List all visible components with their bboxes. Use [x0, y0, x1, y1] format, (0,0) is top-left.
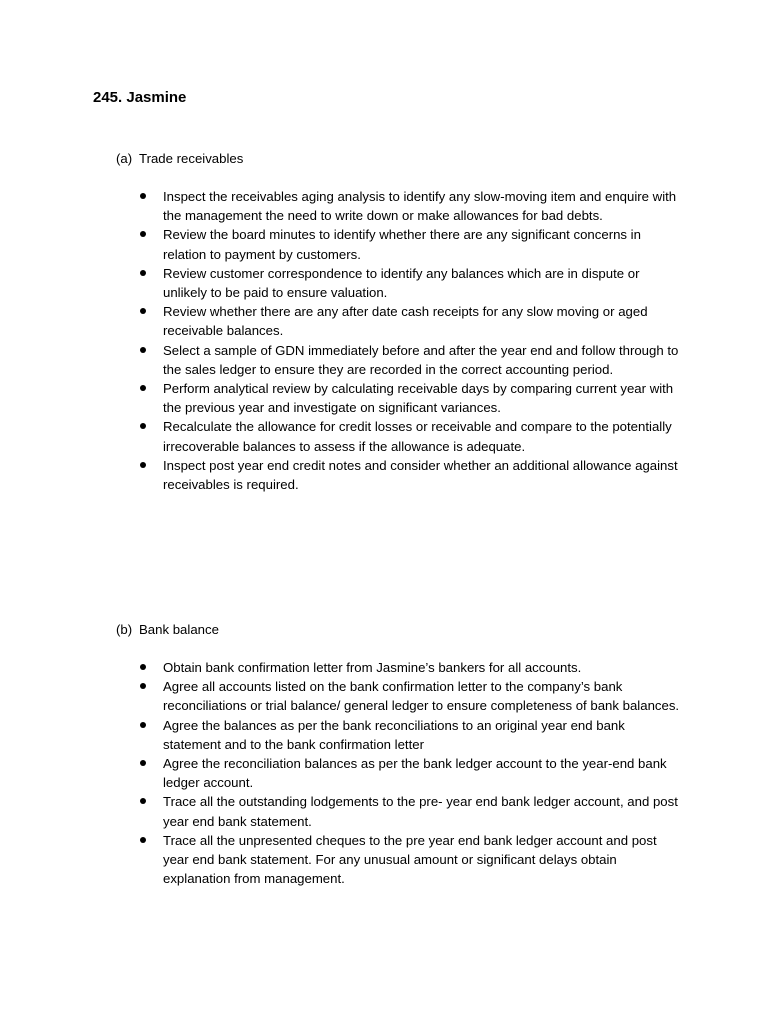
- list-item: [163, 456, 683, 494]
- list-item-text: Agree the balances as per the bank reconciliations to an original year end bank statement and to the bank confirmation letter: [163, 717, 625, 752]
- bullet-icon: [140, 664, 146, 670]
- bullet-icon: [140, 462, 146, 468]
- bullet-icon: [140, 423, 146, 429]
- list-item: [163, 716, 683, 754]
- bullet-icon: [140, 193, 146, 199]
- list-item-text: Select a sample of GDN immediately before and after the year end and follow through to the sales ledger to ensure they are recorded in the correct accounting period.: [163, 342, 679, 377]
- list-item: [163, 302, 683, 340]
- trade-receivables-list: [163, 187, 683, 494]
- list-item: [163, 658, 683, 677]
- list-item-text: Obtain bank confirmation letter from Jasmine’s bankers for all accounts.: [163, 660, 582, 675]
- section-letter: (b): [116, 622, 133, 637]
- list-item-text: Agree all accounts listed on the bank confirmation letter to the company’s bank reconciliations or trial balance/ general ledger to ensure completeness of bank balances.: [163, 679, 680, 714]
- section-heading-trade-receivables: [116, 149, 243, 168]
- section-letter: (a): [116, 151, 133, 166]
- bullet-icon: [140, 231, 146, 237]
- list-item-text: Trace all the unpresented cheques to the pre year end bank ledger account and post year end bank statement. For any unusual amount or significant delays obtain explanation from management.: [163, 832, 657, 887]
- bullet-icon: [140, 270, 146, 276]
- list-item-text: Review customer correspondence to identify any balances which are in dispute or unlikely to be paid to ensure valuation.: [163, 265, 640, 301]
- list-item-text: Agree the reconciliation balances as per the bank ledger account to the year-end bank ledger account.: [163, 756, 667, 791]
- bank-balance-list: [163, 658, 683, 888]
- list-item: [163, 792, 683, 830]
- list-item: [163, 264, 683, 302]
- section-heading-bank-balance: [116, 620, 219, 639]
- bullet-icon: [140, 722, 146, 728]
- bullet-icon: [140, 347, 146, 353]
- bullet-icon: [140, 308, 146, 314]
- bullet-icon: [140, 798, 146, 804]
- list-item-text: Recalculate the allowance for credit losses or receivable and compare to the potentially irrecoverable balances to assess if the allowance is adequate.: [163, 419, 672, 454]
- list-item-text: Perform analytical review by calculating receivable days by comparing current year with the previous year and investigate on significant variances.: [163, 381, 674, 416]
- list-item: [163, 341, 683, 379]
- bullet-icon: [140, 385, 146, 391]
- list-item: [163, 754, 683, 792]
- list-item: [163, 379, 683, 417]
- document-title: 245. Jasmine: [93, 89, 187, 106]
- list-item-text: Inspect the receivables aging analysis to identify any slow-moving item and enquire with the management the need to write down or make allowances for bad debts.: [163, 189, 677, 224]
- bullet-icon: [140, 683, 146, 689]
- section-title: Trade receivables: [139, 151, 244, 166]
- list-item: [163, 677, 683, 715]
- list-item-text: Review the board minutes to identify whether there are any significant concerns in relation to payment by customers.: [163, 227, 641, 262]
- list-item: [163, 417, 683, 455]
- list-item-text: Trace all the outstanding lodgements to the pre- year end bank ledger account, and post year end bank statement.: [163, 794, 678, 829]
- list-item: [163, 225, 683, 263]
- list-item: [163, 187, 683, 225]
- bullet-icon: [140, 837, 146, 843]
- bullet-icon: [140, 760, 146, 766]
- list-item-text: Inspect post year end credit notes and consider whether an additional allowance against receivables is required.: [163, 457, 678, 493]
- list-item: [163, 831, 683, 889]
- list-item-text: Review whether there are any after date cash receipts for any slow moving or aged receivable balances.: [163, 304, 648, 339]
- section-title: Bank balance: [139, 622, 219, 637]
